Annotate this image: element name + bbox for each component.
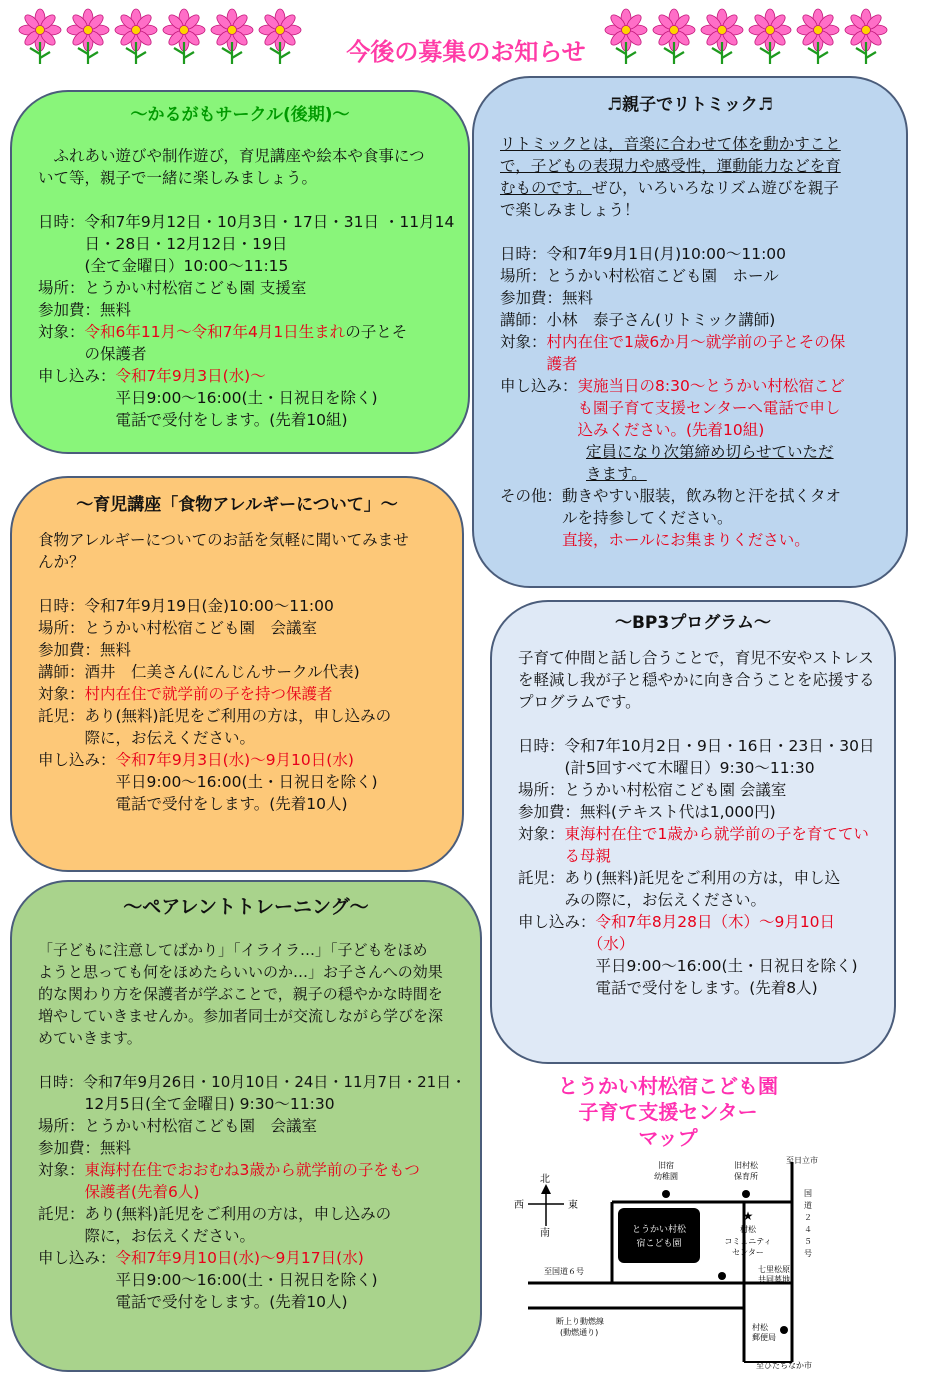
apply-highlight: 令和7年8月28日（木）～9月10日 — [595, 913, 836, 931]
parent-date-2: 12月5日(全て金曜日) 9:30～11:30 — [38, 1095, 335, 1113]
cosmos-flower-icon — [700, 8, 744, 66]
allergy-target — [38, 683, 436, 705]
allergy-date: 日時：令和7年9月19日(金)10:00～11:00 — [38, 597, 334, 615]
route-245-char: ４ — [804, 1225, 812, 1234]
parent-apply — [38, 1247, 454, 1269]
target-highlight: 東海村在住で1歳から就学前の子を育ててい — [564, 825, 869, 843]
target-highlight: 村内在住で1歳6か月～就学前の子とその保 — [546, 333, 846, 351]
target-rest: の子とそ — [345, 323, 408, 341]
bp3-care-2: みの際に，お伝えください。 — [518, 891, 767, 909]
rhythmic-other-3: 直接，ホールにお集まりください。 — [500, 531, 810, 549]
cemetery-marker — [718, 1272, 726, 1280]
community-label-1: 村松 — [740, 1225, 756, 1234]
rhythmic-intro-4: で楽しみましょう！ — [500, 201, 640, 219]
other-label: その他： — [500, 487, 563, 505]
star-icon: ★ — [742, 1209, 754, 1223]
compass-west: 西 — [514, 1200, 524, 1211]
old-daycare-marker — [742, 1190, 750, 1198]
page-title: 今後の募集のお知らせ — [346, 38, 586, 66]
bp3-date: 日時：令和7年10月2日・9日・16日・23日・30日 — [518, 737, 875, 755]
target-label: 対象： — [38, 685, 85, 703]
cosmos-flower-icon — [258, 8, 302, 66]
cosmos-flower-icon — [162, 8, 206, 66]
apply-label: 申し込み： — [38, 1249, 116, 1267]
kurugamo-intro-2: いて等，親子で一緒に楽しみましょう。 — [38, 169, 318, 187]
rhythmic-teacher: 講師：小林 泰子さん(リトミック講師) — [500, 311, 776, 329]
rhythmic-place: 場所：とうかい村松宿こども園 ホール — [500, 267, 779, 285]
compass-east: 東 — [568, 1200, 578, 1211]
to-route-6-label: 至国道６号 — [544, 1267, 584, 1276]
rhythmic-other — [500, 485, 880, 507]
parent-apply-3: 電話で受付をします。(先着10人) — [38, 1293, 348, 1311]
apply-highlight: 令和7年9月10日(水)～9月17日(水) — [115, 1249, 364, 1267]
map-title-line-1: とうかい村松宿こども園 — [558, 1074, 778, 1098]
parent-fee: 参加費：無料 — [38, 1139, 132, 1157]
parent-care-2: 際に，お伝えください。 — [38, 1227, 256, 1245]
route-245-char: ２ — [804, 1213, 812, 1222]
rhythmic-apply-2: も園子育て支援センターへ電話で申し — [500, 399, 841, 417]
kurugamo-date-2: 日・28日・12月12日・19日 — [38, 235, 288, 253]
allergy-apply-3: 電話で受付をします。(先着10人) — [38, 795, 348, 813]
rhythmic-other-2: ルを持参してください。 — [500, 509, 733, 527]
allergy-apply-2: 平日9:00～16:00(土・日祝日を除く) — [38, 773, 378, 791]
rhythmic-date: 日時：令和7年9月1日(月)10:00～11:00 — [500, 245, 787, 263]
rhythmic-intro-1: リトミックとは，音楽に合わせて体を動かすこと — [500, 135, 841, 153]
rhythmic-apply-3: 込みください。(先着10組) — [500, 421, 765, 439]
route-245-char: 国 — [804, 1189, 812, 1198]
bp3-place: 場所：とうかい村松宿こども園 会議室 — [518, 781, 787, 799]
target-label: 対象： — [518, 825, 565, 843]
kurugamo-place: 場所：とうかい村松宿こども園 支援室 — [38, 279, 307, 297]
apply-label: 申し込み： — [500, 377, 578, 395]
rhythmic-title: ♬親子でリトミック♬ — [606, 95, 774, 115]
parent-intro-1: 「子どもに注意してばかり」「イライラ…」「子どもをほめ — [38, 941, 428, 959]
bp3-fee: 参加費：無料(テキスト代は1,000円) — [518, 803, 776, 821]
compass-north: 北 — [540, 1174, 550, 1185]
kodomoen-label-1: とうかい村松 — [631, 1225, 687, 1235]
parent-training-section — [10, 880, 482, 1372]
old-kindergarten-marker — [662, 1190, 670, 1198]
target-highlight: 東海村在住でおおむね3歳から就学前の子をもつ — [84, 1161, 420, 1179]
apply-label: 申し込み： — [38, 751, 116, 769]
apply-label: 申し込み： — [38, 367, 116, 385]
kurugamo-apply-2: 平日9:00～16:00(土・日祝日を除く) — [38, 389, 378, 407]
bp3-apply — [518, 911, 868, 933]
rhythmic-apply-4 — [500, 441, 880, 463]
route-245-char: ５ — [804, 1237, 812, 1246]
target-highlight: 村内在住で就学前の子を持つ保護者 — [84, 685, 333, 703]
to-hitachi-label: 至日立市 — [786, 1156, 818, 1165]
bp3-intro-3: プログラムです。 — [518, 693, 641, 711]
parent-target — [38, 1159, 454, 1181]
cosmos-flower-icon — [844, 8, 888, 66]
rhythmic-apply-5 — [500, 463, 880, 485]
target-label: 対象： — [500, 333, 547, 351]
community-label-3: センター — [732, 1248, 764, 1257]
post-office-label-2: 郵便局 — [752, 1333, 776, 1342]
post-office-marker — [780, 1326, 788, 1334]
parent-intro-4: 増やしていきませんか。参加者同士が交流しながら学びを深 — [38, 1007, 444, 1025]
kodomoen-building — [618, 1208, 700, 1263]
compass-icon — [514, 1173, 578, 1239]
allergy-apply — [38, 749, 436, 771]
bp3-target — [518, 823, 868, 845]
old-daycare-label-1: 旧村松 — [734, 1161, 758, 1170]
dangami-road-label-1: 断上り動燃線 — [556, 1317, 604, 1326]
route-245-char: 号 — [804, 1249, 812, 1258]
kurugamo-date-3: (全て金曜日）10:00～11:15 — [38, 257, 289, 275]
bp3-apply-3: 平日9:00～16:00(土・日祝日を除く) — [518, 957, 858, 975]
dangami-road-label-2: (動燃通り) — [560, 1328, 599, 1337]
bp3-target-2: る母親 — [518, 847, 612, 865]
apply-highlight: 令和7年9月3日(水)～ — [115, 367, 266, 385]
apply-highlight: 令和7年9月3日(水)～9月10日(水) — [115, 751, 354, 769]
old-kindergarten-label-2: 幼稚園 — [654, 1172, 678, 1181]
allergy-intro-1: 食物アレルギーについてのお話を気軽に聞いてみませ — [38, 531, 409, 549]
map-title — [522, 1073, 814, 1151]
parent-title: ～ペアレントトレーニング～ — [123, 896, 369, 918]
parent-intro-3: 的な関わり方を保護者が学ぶことで，親子の穏やかな時間を — [38, 985, 443, 1003]
parent-date: 日時：令和7年9月26日・10月10日・24日・11月7日・21日・ — [38, 1073, 467, 1091]
rhythmic-intro-2: で，子どもの表現力や感受性，運動能力などを育 — [500, 157, 841, 175]
rhythmic-target-2: 護者 — [500, 355, 578, 373]
allergy-fee: 参加費：無料 — [38, 641, 132, 659]
parent-care-1: 託児：あり(無料)託児をご利用の方は，申し込みの — [38, 1205, 392, 1223]
route-245-label — [804, 1189, 812, 1258]
kurugamo-circle-section — [10, 90, 470, 454]
apply-label: 申し込み： — [518, 913, 596, 931]
kodomoen-label-2: 宿こども園 — [636, 1239, 682, 1249]
apply-deadline-note: 定員になり次第締め切らせていただ — [586, 443, 834, 461]
compass-south: 南 — [540, 1228, 550, 1239]
apply-highlight: 実施当日の8:30～とうかい村松宿こど — [577, 377, 845, 395]
rhythmic-apply — [500, 375, 880, 397]
rhythmic-target — [500, 331, 880, 353]
cemetery-label-1: 七里松原 — [758, 1265, 790, 1274]
allergy-care-2: 際に，お伝えください。 — [38, 729, 256, 747]
cosmos-flower-icon — [652, 8, 696, 66]
bp3-intro-2: を軽減し我が子と穏やかに向き合うことを応援する — [518, 671, 875, 689]
cosmos-flower-icon — [210, 8, 254, 66]
bp3-title: ～BP3プログラム～ — [614, 613, 772, 633]
parent-apply-2: 平日9:00～16:00(土・日祝日を除く) — [38, 1271, 378, 1289]
flower-decoration-right — [604, 8, 888, 66]
map-title-line-3: マップ — [638, 1126, 698, 1150]
cosmos-flower-icon — [114, 8, 158, 66]
kurugamo-intro: ふれあい遊びや制作遊び，育児講座や絵本や食事につ — [38, 147, 425, 165]
post-office-label-1: 村松 — [752, 1323, 768, 1332]
cosmos-flower-icon — [796, 8, 840, 66]
rhythmic-fee: 参加費：無料 — [500, 289, 594, 307]
parent-target-2: 保護者(先着6人) — [38, 1183, 200, 1201]
access-map — [508, 1148, 830, 1370]
parent-intro-2: ようと思っても何をほめたらいいのか…」お子さんへの効果 — [38, 963, 443, 981]
bp3-apply-4: 電話で受付をします。(先着8人) — [518, 979, 818, 997]
flower-decoration-left — [18, 8, 302, 66]
old-daycare-label-2: 保育所 — [734, 1172, 758, 1181]
to-hitachinaka-label: 至ひたちなか市 — [756, 1361, 812, 1370]
kurugamo-target-2: の保護者 — [38, 345, 147, 363]
allergy-teacher: 講師：酒井 仁美さん(にんじんサークル代表) — [38, 663, 360, 681]
target-label: 対象： — [38, 323, 85, 341]
allergy-lecture-section — [10, 476, 464, 872]
cosmos-flower-icon — [604, 8, 648, 66]
allergy-title: ～育児講座「食物アレルギーについて」～ — [76, 495, 398, 515]
apply-deadline-note-end: きます。 — [586, 465, 647, 483]
rhythmic-section — [472, 76, 908, 588]
rhythmic-intro-3 — [500, 177, 880, 199]
kurugamo-title: ～かるがもサークル(後期)～ — [130, 105, 350, 125]
other-text: 動きやすい服装，飲み物と汗を拭くタオ — [562, 487, 842, 505]
bp3-program-section — [490, 600, 896, 1064]
cosmos-flower-icon — [18, 8, 62, 66]
bp3-apply-2: （水） — [518, 935, 635, 953]
kurugamo-apply-3: 電話で受付をします。(先着10組) — [38, 411, 348, 429]
community-label-2: コミュニティ — [724, 1237, 772, 1246]
route-245-char: 道 — [804, 1201, 812, 1210]
bp3-intro-1: 子育て仲間と話し合うことで，育児不安やストレス — [518, 649, 874, 667]
kurugamo-date: 日時：令和7年9月12日・10月3日・17日・31日 ・11月14 — [38, 213, 455, 231]
allergy-intro-2: んか？ — [38, 553, 85, 571]
intro-rest: ぜひ，いろいろなリズム遊びを親子 — [591, 179, 839, 197]
map-title-line-2: 子育て支援センター — [578, 1100, 758, 1124]
cosmos-flower-icon — [748, 8, 792, 66]
kurugamo-target — [38, 321, 442, 343]
old-kindergarten-label-1: 旧宿 — [658, 1161, 674, 1170]
intro-underlined: むものです。 — [500, 179, 592, 197]
allergy-place: 場所：とうかい村松宿こども園 会議室 — [38, 619, 318, 637]
bp3-care-1: 託児：あり(無料)託児をご利用の方は，申し込 — [518, 869, 841, 887]
parent-place: 場所：とうかい村松宿こども園 会議室 — [38, 1117, 318, 1135]
bp3-date-2: (計5回すべて木曜日）9:30～11:30 — [518, 759, 815, 777]
cemetery-label-2: 共同墓地 — [758, 1275, 790, 1284]
kurugamo-apply — [38, 365, 442, 387]
cosmos-flower-icon — [66, 8, 110, 66]
target-label: 対象： — [38, 1161, 85, 1179]
allergy-care-1: 託児：あり(無料)託児をご利用の方は，申し込みの — [38, 707, 392, 725]
target-highlight: 令和6年11月～令和7年4月1日生まれ — [84, 323, 346, 341]
parent-intro-5: めていきます。 — [38, 1029, 142, 1047]
kurugamo-fee: 参加費：無料 — [38, 301, 132, 319]
